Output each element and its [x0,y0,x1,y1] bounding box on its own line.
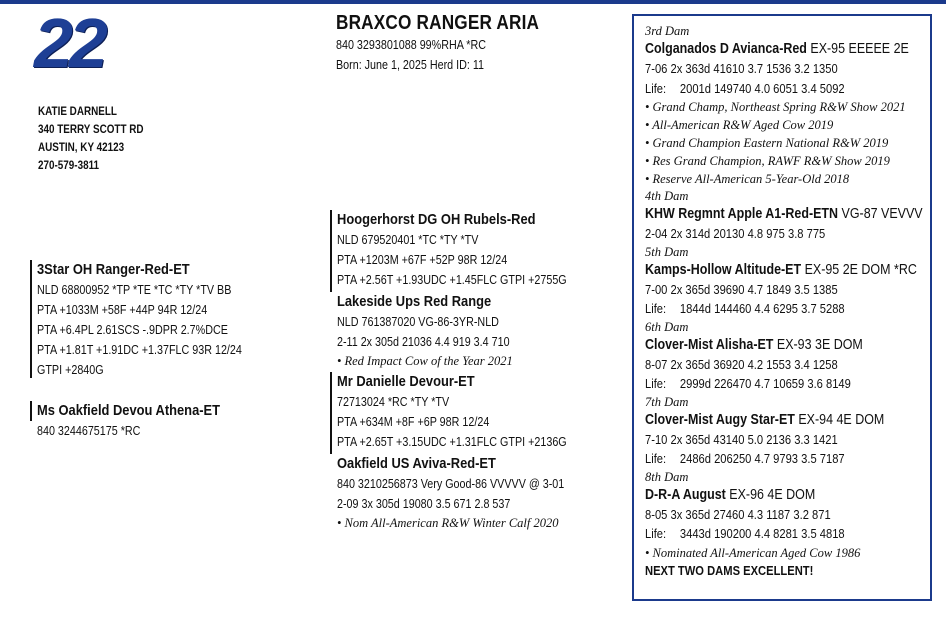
ancestor-dam-classification: EX-96 4E DOM [729,486,816,503]
animal-id-line: 840 3293801088 99%RHA *RC [336,38,487,52]
record-values: 7-06 2x 363d 41610 3.7 1536 3.2 1350 [645,61,838,76]
animal-born-line: Born: June 1, 2025 Herd ID: 11 [336,58,485,72]
top-accent-rule [0,0,946,4]
dam-dam-line: 840 3210256873 Very Good-86 VVVVV @ 3-01 [337,477,565,491]
ancestor-generation-label: 3rd Dam [645,24,690,38]
sire-sire-line: NLD 679520401 *TC *TY *TV [337,233,479,247]
record-prefix: Life: [645,451,667,466]
ancestor-dam-honor: • Grand Champ, Northeast Spring R&W Show 2021 [645,100,906,114]
sire-sire-name: Hoogerhorst DG OH Rubels-Red [337,211,536,228]
sire-dam-note: • Red Impact Cow of the Year 2021 [337,354,513,368]
ancestor-dam-entry [645,244,930,319]
ancestor-dam-entry [645,188,930,244]
footer-note: NEXT TWO DAMS EXCELLENT! [645,562,814,578]
ancestor-dam-entry [645,394,930,469]
sire-block [30,260,275,378]
sire-line: PTA +6.4PL 2.61SCS -.9DPR 2.7%DCE [37,323,228,337]
dam-dam-note: • Nom All-American R&W Winter Calf 2020 [337,516,559,530]
ancestor-dam-classification: EX-95 EEEEE 2E [810,41,909,57]
ancestor-dam-record [645,280,890,300]
ancestor-dam-record [645,299,890,319]
ancestor-dam-honor: • Res Grand Champion, RAWF R&W Show 2019 [645,154,890,168]
ancestor-dam-classification: EX-93 3E DOM [776,336,863,353]
ancestor-dam-honor: • All-American R&W Aged Cow 2019 [645,118,834,132]
record-values: 8-05 3x 365d 27460 4.3 1187 3.2 871 [645,506,831,522]
ancestor-dam-entry [645,23,930,188]
ancestor-dam-record [645,430,890,450]
lot-number: 22 [34,4,104,82]
animal-name: BRAXCO RANGER ARIA [336,12,540,34]
ancestor-dam-honor: • Reserve All-American 5-Year-Old 2018 [645,172,850,186]
ancestor-dam-honor: • Grand Champion Eastern National R&W 2019 [645,136,889,150]
ancestor-dam-name: Colganados D Avianca-Red [645,41,807,57]
dam-sire-block [330,372,604,454]
consignor-name: KATIE DARNELL [38,106,117,118]
ancestor-dam-record [645,224,890,244]
ancestor-dam-name: Clover-Mist Augy Star-ET [645,411,795,428]
ancestor-dam-name-row [645,261,917,280]
dam-line: 840 3244675175 *RC [37,424,141,438]
dam-block [30,401,250,438]
sire-dam-name: Lakeside Ups Red Range [337,293,492,310]
dam-dam-line: 2-09 3x 305d 19080 3.5 671 2.8 537 [337,497,511,511]
ancestor-dam-record [645,449,890,469]
ancestor-dam-name: D-R-A August [645,486,726,503]
ancestor-dam-record [645,505,890,525]
ancestor-dam-name-row [645,205,923,224]
sire-line: PTA +1.81T +1.91DC +1.37FLC 93R 12/24 [37,343,242,357]
sire-line: PTA +1033M +58F +44P 94R 12/24 [37,303,208,317]
sire-dam-line: 2-11 2x 305d 21036 4.4 919 3.4 710 [337,335,510,349]
ancestor-dam-record [645,355,890,375]
ancestor-dam-classification: EX-95 2E DOM *RC [804,261,917,278]
dam-dam-name: Oakfield US Aviva-Red-ET [337,455,496,472]
extended-dams-box [632,14,932,601]
ancestor-generation-label: 7th Dam [645,394,689,409]
consignor-phone: 270-579-3811 [38,160,100,172]
record-values: 3443d 190200 4.4 8281 3.5 4818 [679,526,845,541]
ancestor-dam-honor: • Nominated All-American Aged Cow 1986 [645,545,861,560]
extended-dams-list [645,23,930,562]
ancestor-generation-label: 8th Dam [645,469,689,484]
dam-sire-line: PTA +634M +8F +6P 98R 12/24 [337,415,490,429]
sire-sire-line: PTA +1203M +67F +52P 98R 12/24 [337,253,508,267]
ancestor-dam-entry [645,469,930,562]
sire-sire-line: PTA +2.56T +1.93UDC +1.45FLC GTPI +2755G [337,273,567,287]
ancestor-dam-name: Kamps-Hollow Altitude-ET [645,261,802,278]
record-values: 2-04 2x 314d 20130 4.8 975 3.8 775 [645,226,826,241]
record-values: 2486d 206250 4.7 9793 3.5 7187 [679,451,845,466]
ancestor-dam-record [645,374,890,394]
consignor-address: 340 TERRY SCOTT RD [38,124,144,136]
dam-name: Ms Oakfield Devou Athena-ET [37,402,221,419]
consignor-info [38,103,161,175]
dam-sire-name: Mr Danielle Devour-ET [337,373,475,390]
ancestor-generation-label: 5th Dam [645,244,689,259]
record-values: 8-07 2x 365d 36920 4.2 1553 3.4 1258 [645,356,838,372]
record-prefix: Life: [645,80,667,96]
dam-sire-line: PTA +2.65T +3.15UDC +1.31FLC GTPI +2136G [337,435,567,449]
record-prefix: Life: [645,301,667,316]
record-values: 2001d 149740 4.0 6051 3.4 5092 [679,80,845,96]
sire-line: NLD 68800952 *TP *TE *TC *TY *TV BB [37,283,232,297]
ancestor-dam-name-row [645,336,890,355]
ancestor-dam-name-row [645,486,890,505]
ancestor-dam-classification: VG-87 VEVVV [841,206,923,222]
ancestor-dam-record [645,59,890,79]
sire-dam-block [337,292,538,370]
record-values: 7-00 2x 365d 39690 4.7 1849 3.5 1385 [645,281,838,297]
ancestor-dam-name-row [645,40,909,59]
ancestor-dam-name: Clover-Mist Alisha-ET [645,336,774,353]
record-values: 2999d 226470 4.7 10659 3.6 8149 [679,376,851,391]
ancestor-dam-name: KHW Regmnt Apple A1-Red-ETN [645,206,839,222]
dam-dam-block [337,454,601,532]
record-values: 7-10 2x 365d 43140 5.0 2136 3.3 1421 [645,431,838,447]
ancestor-dam-record [645,79,890,99]
ancestor-dam-classification: EX-94 4E DOM [798,411,885,428]
animal-header [336,12,572,75]
sire-sire-block [330,210,604,292]
record-prefix: Life: [645,526,667,541]
sire-name: 3Star OH Ranger-Red-ET [37,261,190,278]
sire-dam-line: NLD 761387020 VG-86-3YR-NLD [337,315,499,329]
dam-sire-line: 72713024 *RC *TY *TV [337,395,450,409]
sire-line: GTPI +2840G [37,363,104,377]
ancestor-dam-entry [645,319,930,394]
ancestor-dam-name-row [645,411,890,430]
ancestor-generation-label: 4th Dam [645,189,689,203]
ancestor-dam-record [645,524,890,544]
record-values: 1844d 144460 4.4 6295 3.7 5288 [679,301,845,316]
record-prefix: Life: [645,376,667,391]
ancestor-generation-label: 6th Dam [645,319,689,334]
consignor-city: AUSTIN, KY 42123 [38,142,125,154]
